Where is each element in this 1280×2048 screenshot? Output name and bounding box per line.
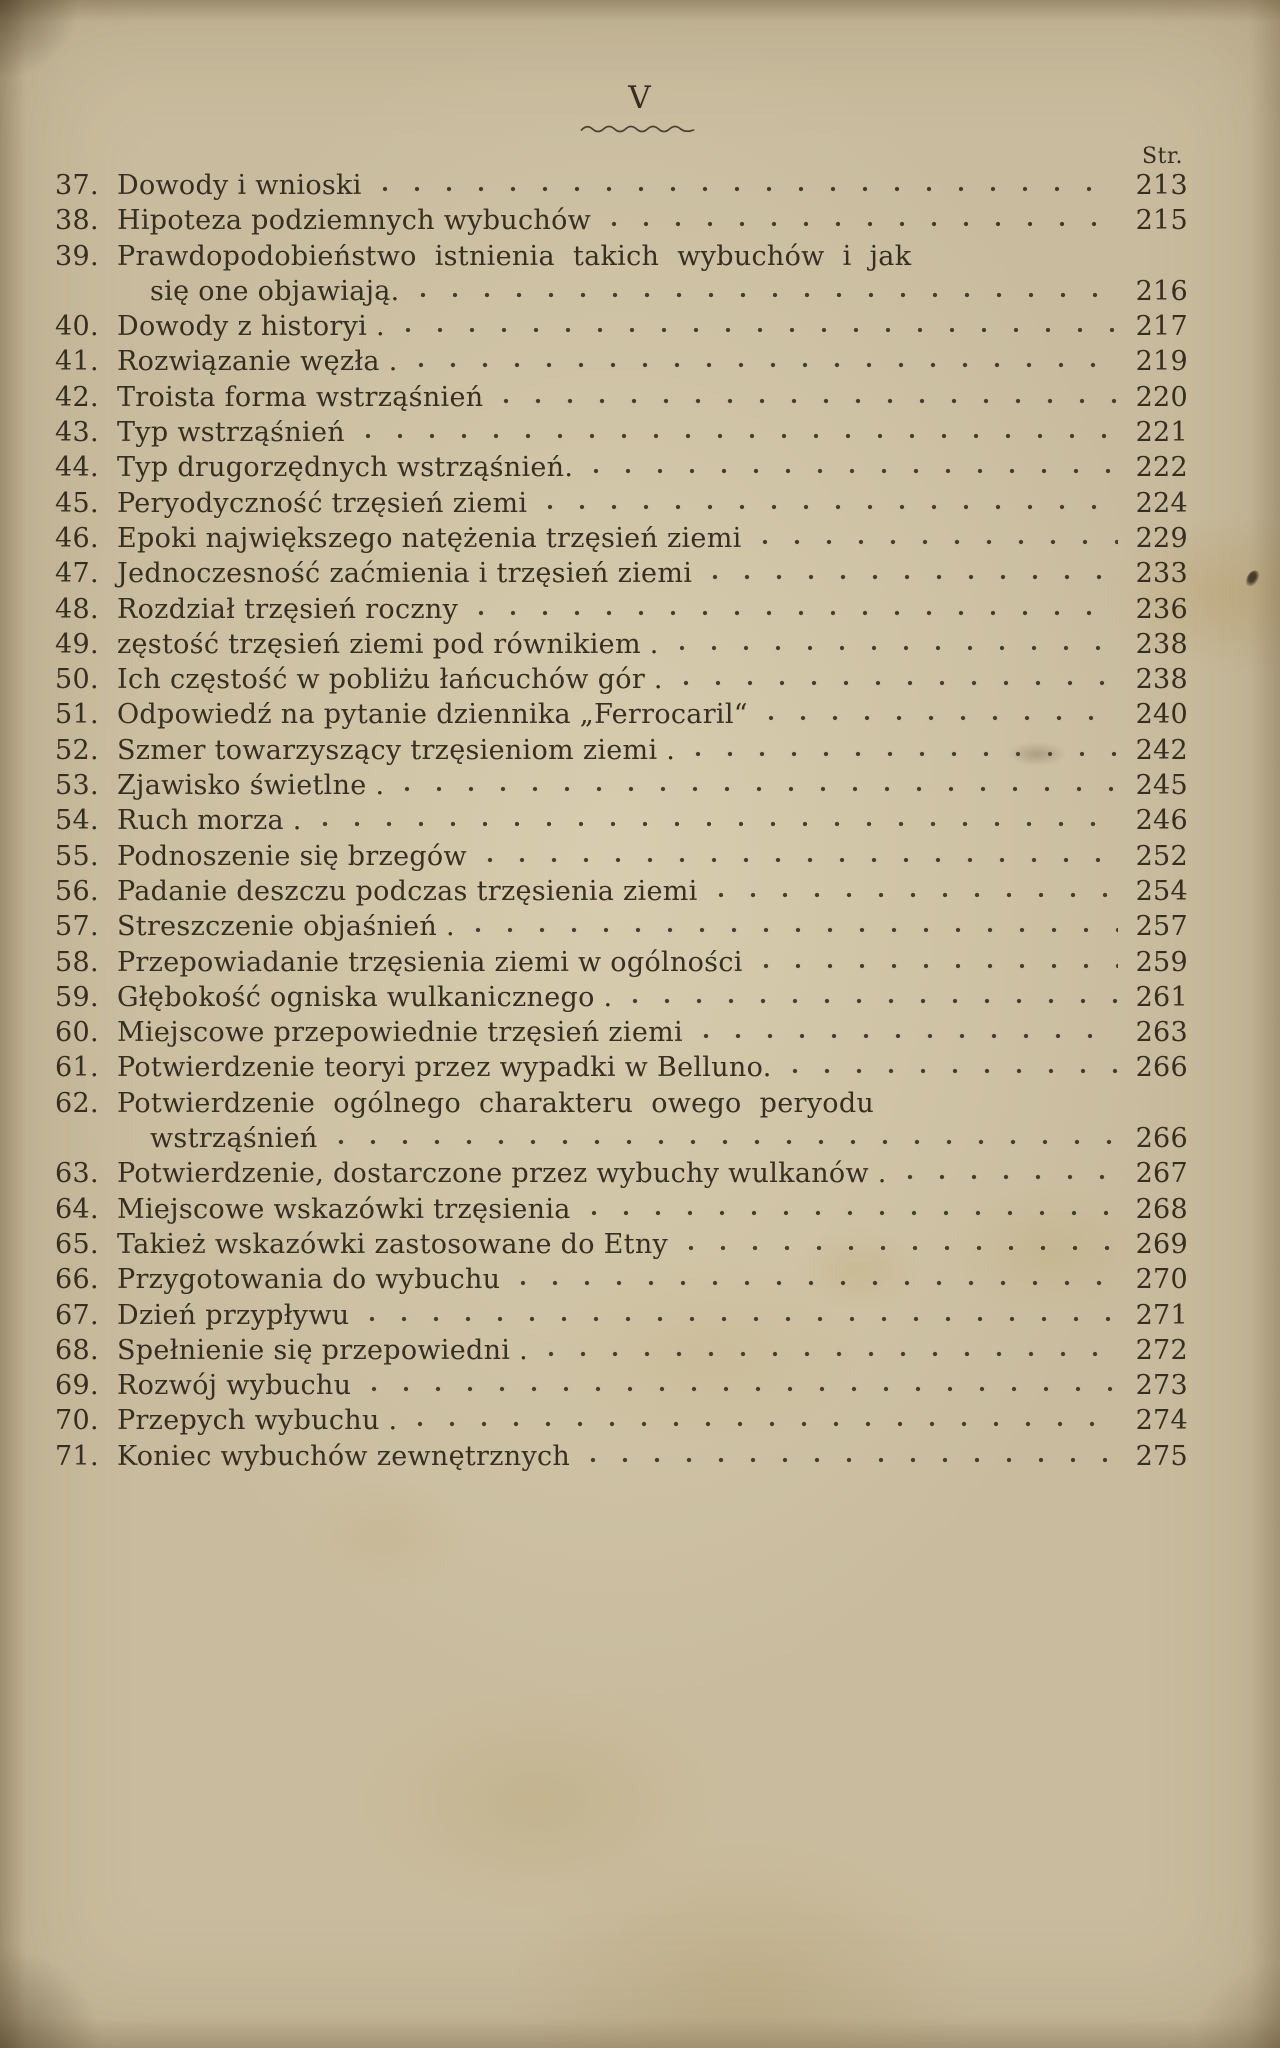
- dot-leader: [609, 220, 1118, 229]
- entry-page-number: 263: [1135, 1017, 1188, 1049]
- entry-number: 60.: [55, 1017, 99, 1049]
- page-column-header: Str.: [1141, 144, 1183, 169]
- entry-page-number: 224: [1135, 487, 1188, 519]
- entry-page-number: 213: [1135, 170, 1188, 201]
- entry-number: 45.: [55, 487, 99, 519]
- entry-title: Troista forma wstrząśnień: [117, 381, 484, 413]
- entry-number: 65.: [55, 1228, 99, 1260]
- entry-page-number: 261: [1135, 981, 1188, 1013]
- toc-entry-line: [55, 346, 1188, 381]
- entry-number: 53.: [55, 770, 99, 802]
- toc-entry-line: [55, 594, 1188, 629]
- entry-title: Szmer towarzyszący trzęsieniom ziemi .: [117, 734, 676, 766]
- entry-page-number: 240: [1135, 699, 1188, 731]
- entry-title: Potwierdzenie, dostarczone przez wybuchy wulkanów .: [117, 1158, 887, 1190]
- entry-number: 46.: [55, 522, 99, 554]
- dot-leader: [710, 573, 1118, 582]
- entry-page-number: 217: [1135, 311, 1188, 343]
- entry-title: Dowody i wnioski: [117, 170, 362, 201]
- squiggle-ornament: [580, 120, 706, 136]
- dot-leader: [589, 1209, 1118, 1218]
- entry-title: Ruch morza .: [117, 805, 302, 837]
- entry-title: się one objawiają.: [150, 275, 400, 307]
- entry-title: Koniec wybuchów zewnętrznych: [117, 1440, 571, 1472]
- toc-entry-line: [55, 911, 1188, 946]
- toc-entry-line: [55, 1017, 1188, 1052]
- toc-entry-line: [55, 1123, 1188, 1158]
- entry-number: 62.: [55, 1087, 99, 1119]
- toc-entry-line: [55, 523, 1188, 558]
- entry-number: 66.: [55, 1264, 99, 1296]
- entry-number: 68.: [55, 1334, 99, 1366]
- entry-title: Jednoczesność zaćmienia i trzęsień ziemi: [117, 558, 693, 590]
- entry-page-number: 271: [1135, 1299, 1188, 1331]
- entry-title: Dzień przypływu: [117, 1299, 350, 1331]
- dot-leader: [760, 538, 1118, 547]
- entry-number: 42.: [55, 381, 99, 413]
- entry-page-number: 220: [1135, 381, 1188, 413]
- entry-page-number: 266: [1135, 1052, 1188, 1084]
- paper-smudge: [1008, 742, 1066, 766]
- entry-number: 61.: [55, 1052, 99, 1084]
- toc-entry-line: [55, 417, 1188, 452]
- entry-number: 67.: [55, 1299, 99, 1331]
- entry-title: Zjawisko świetlne .: [117, 770, 385, 802]
- toc-entry-line: [55, 664, 1188, 699]
- dot-leader: [501, 397, 1118, 406]
- entry-title: Rozdział trzęsień roczny: [117, 593, 459, 625]
- entry-title: Peryodyczność trzęsień ziemi: [117, 487, 528, 519]
- entry-title: wstrząśnień: [150, 1123, 318, 1155]
- entry-number: 41.: [55, 346, 99, 378]
- entry-number: 39.: [55, 240, 99, 272]
- toc-entry-line: [55, 488, 1188, 523]
- entry-page-number: 221: [1135, 417, 1188, 449]
- toc-entry-line: [55, 170, 1188, 205]
- dot-leader: [905, 1173, 1118, 1182]
- dot-leader: [473, 926, 1118, 935]
- page-roman-numeral: V: [628, 80, 652, 116]
- dot-leader: [761, 962, 1118, 971]
- entry-number: 40.: [55, 311, 99, 343]
- entry-page-number: 242: [1135, 734, 1188, 766]
- dot-leader: [686, 1244, 1118, 1253]
- dot-leader: [363, 432, 1118, 441]
- entry-number: 57.: [55, 911, 99, 943]
- entry-number: 52.: [55, 734, 99, 766]
- entry-number: 51.: [55, 699, 99, 731]
- entry-title: Rozwiązanie węzła .: [117, 346, 398, 378]
- entry-page-number: 238: [1135, 628, 1188, 660]
- entry-page-number: 270: [1135, 1264, 1188, 1296]
- entry-number: 54.: [55, 805, 99, 837]
- entry-page-number: 272: [1135, 1334, 1188, 1366]
- dot-leader: [591, 467, 1118, 476]
- entry-page-number: 222: [1135, 452, 1188, 484]
- dot-leader: [418, 291, 1118, 300]
- toc-entry-line: [55, 982, 1188, 1017]
- entry-number: 49.: [55, 628, 99, 660]
- dot-leader: [546, 1350, 1118, 1359]
- entry-title: Streszczenie objaśnień .: [117, 911, 455, 943]
- dot-leader: [588, 1456, 1118, 1465]
- dot-leader: [416, 361, 1118, 370]
- entry-page-number: 229: [1135, 522, 1188, 554]
- entry-page-number: 254: [1135, 875, 1188, 907]
- toc-entry-line: [55, 1088, 1188, 1123]
- toc-entry-line: [55, 1441, 1188, 1476]
- entry-title: Głębokość ogniska wulkanicznego .: [117, 981, 613, 1013]
- ink-speck: [1244, 568, 1262, 588]
- dot-leader: [630, 997, 1118, 1006]
- entry-page-number: 245: [1135, 770, 1188, 802]
- toc-entry-line: [55, 452, 1188, 487]
- entry-page-number: 238: [1135, 664, 1188, 696]
- toc-entry-line: [55, 841, 1188, 876]
- entry-page-number: 252: [1135, 840, 1188, 872]
- toc-entry-line: [55, 241, 1188, 276]
- entry-title: Takież wskazówki zastosowane do Etny: [117, 1228, 669, 1260]
- entry-page-number: 236: [1135, 593, 1188, 625]
- toc-entry-line: [55, 1370, 1188, 1405]
- entry-title: Spełnienie się przepowiedni .: [117, 1334, 528, 1366]
- toc-entry-line: [55, 1264, 1188, 1299]
- entry-page-number: 233: [1135, 558, 1188, 590]
- entry-title: Przepowiadanie trzęsienia ziemi w ogólności: [117, 946, 743, 978]
- toc-entry-line: [55, 1194, 1188, 1229]
- entry-title: Prawdopodobieństwo istnienia takich wybuchów i jak: [117, 240, 912, 272]
- toc-entry-line: [55, 1229, 1188, 1264]
- entry-number: 58.: [55, 946, 99, 978]
- table-of-contents: [55, 170, 1188, 1476]
- toc-entry-line: [55, 947, 1188, 982]
- entry-page-number: 259: [1135, 946, 1188, 978]
- toc-entry-line: [55, 1052, 1188, 1087]
- entry-number: 59.: [55, 981, 99, 1013]
- entry-number: 50.: [55, 664, 99, 696]
- entry-title: Przygotowania do wybuchu: [117, 1264, 501, 1296]
- entry-number: 55.: [55, 840, 99, 872]
- entry-title: Padanie deszczu podczas trzęsienia ziemi: [117, 875, 698, 907]
- entry-number: 71.: [55, 1440, 99, 1472]
- entry-page-number: 267: [1135, 1158, 1188, 1190]
- entry-title: Podnoszenie się brzegów: [117, 840, 467, 872]
- entry-number: 48.: [55, 593, 99, 625]
- dot-leader: [402, 785, 1118, 794]
- entry-title: zęstość trzęsień ziemi pod równikiem .: [117, 628, 659, 660]
- dot-leader: [369, 1385, 1118, 1394]
- dot-leader: [518, 1279, 1118, 1288]
- entry-number: 38.: [55, 205, 99, 237]
- dot-leader: [320, 820, 1118, 829]
- entry-page-number: 275: [1135, 1440, 1188, 1472]
- entry-number: 44.: [55, 452, 99, 484]
- entry-number: 64.: [55, 1193, 99, 1225]
- entry-title: Hipoteza podziemnych wybuchów: [117, 205, 592, 237]
- dot-leader: [367, 1315, 1118, 1324]
- entry-page-number: 219: [1135, 346, 1188, 378]
- entry-number: 37.: [55, 170, 99, 201]
- entry-page-number: 268: [1135, 1193, 1188, 1225]
- dot-leader: [415, 1420, 1118, 1429]
- entry-number: 47.: [55, 558, 99, 590]
- toc-entry-line: [55, 1335, 1188, 1370]
- toc-entry-line: [55, 1158, 1188, 1193]
- entry-number: 69.: [55, 1370, 99, 1402]
- entry-page-number: 273: [1135, 1370, 1188, 1402]
- dot-leader: [790, 1067, 1118, 1076]
- toc-entry-line: [55, 382, 1188, 417]
- dot-leader: [380, 185, 1118, 194]
- entry-page-number: 246: [1135, 805, 1188, 837]
- dot-leader: [476, 609, 1118, 618]
- toc-entry-line: [55, 276, 1188, 311]
- toc-entry-line: [55, 311, 1188, 346]
- toc-entry-line: [55, 770, 1188, 805]
- toc-entry-line: [55, 699, 1188, 734]
- dot-leader: [485, 856, 1118, 865]
- entry-number: 43.: [55, 417, 99, 449]
- entry-title: Miejscowe przepowiednie trzęsień ziemi: [117, 1017, 683, 1049]
- entry-title: Ich częstość w pobliżu łańcuchów gór .: [117, 664, 663, 696]
- entry-page-number: 257: [1135, 911, 1188, 943]
- entry-title: Przepych wybuchu .: [117, 1405, 398, 1437]
- dot-leader: [681, 679, 1118, 688]
- toc-entry-line: [55, 629, 1188, 664]
- dot-leader: [701, 1032, 1118, 1041]
- entry-title: Miejscowe wskazówki trzęsienia: [117, 1193, 571, 1225]
- toc-entry-line: [55, 1405, 1188, 1440]
- entry-title: Typ drugorzędnych wstrząśnień.: [117, 452, 574, 484]
- entry-title: Potwierdzenie ogólnego charakteru owego peryodu: [117, 1087, 875, 1119]
- entry-title: Odpowiedź na pytanie dziennika „Ferrocaril“: [117, 699, 748, 731]
- entry-title: Epoki największego natężenia trzęsień ziemi: [117, 522, 742, 554]
- dot-leader: [677, 644, 1118, 653]
- dot-leader: [716, 891, 1118, 900]
- entry-page-number: 215: [1135, 205, 1188, 237]
- entry-page-number: 274: [1135, 1405, 1188, 1437]
- entry-page-number: 269: [1135, 1228, 1188, 1260]
- entry-title: Dowody z historyi .: [117, 311, 385, 343]
- dot-leader: [403, 326, 1118, 335]
- entry-title: Rozwój wybuchu: [117, 1370, 352, 1402]
- entry-page-number: 266: [1135, 1123, 1188, 1155]
- toc-entry-line: [55, 876, 1188, 911]
- dot-leader: [766, 714, 1118, 723]
- entry-number: 56.: [55, 875, 99, 907]
- toc-entry-line: [55, 558, 1188, 593]
- toc-entry-line: [55, 1300, 1188, 1335]
- entry-page-number: 216: [1135, 275, 1188, 307]
- toc-entry-line: [55, 805, 1188, 840]
- dot-leader: [545, 503, 1118, 512]
- entry-number: 63.: [55, 1158, 99, 1190]
- entry-title: Typ wstrząśnień: [117, 417, 345, 449]
- toc-entry-line: [55, 205, 1188, 240]
- entry-title: Potwierdzenie teoryi przez wypadki w Belluno.: [117, 1052, 772, 1084]
- entry-number: 70.: [55, 1405, 99, 1437]
- dot-leader: [336, 1138, 1118, 1147]
